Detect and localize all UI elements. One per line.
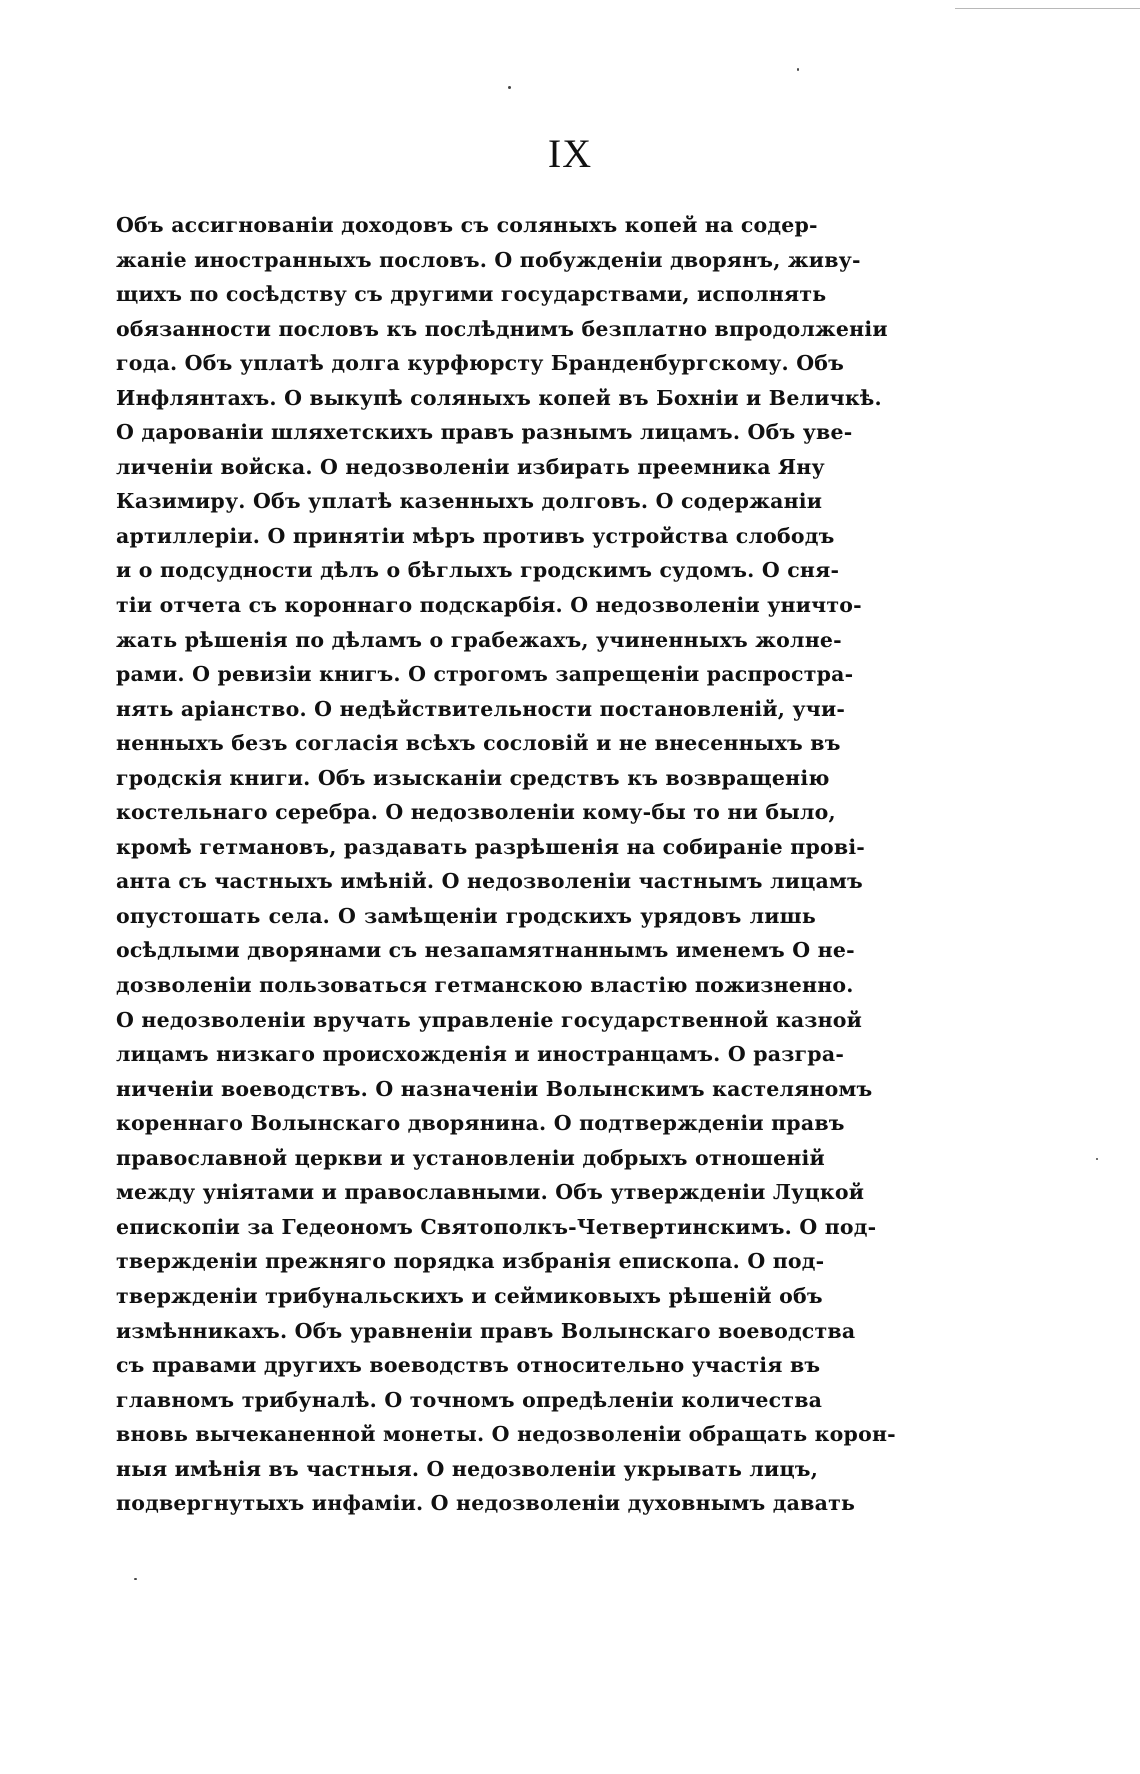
text-line: года. Объ уплатѣ долга курфюрсту Бранденбургскому. Объ: [116, 351, 845, 376]
text-line: гродскiя книги. Объ изысканiи средствъ къ возвращенiю: [116, 765, 830, 790]
text-line: измѣнникахъ. Объ уравненiи правъ Волынскаго воеводства: [116, 1318, 856, 1343]
text-line: съ правами другихъ воеводствъ относительно участiя въ: [116, 1353, 821, 1378]
text-line: осѣдлыми дворянами съ незапамятнаннымъ именемъ О не-: [116, 938, 855, 963]
text-line: щихъ по сосѣдству съ другими государствами, исполнять: [116, 282, 827, 307]
text-line: рами. О ревизiи книгъ. О строгомъ запрещенiи распростра-: [116, 662, 854, 687]
text-line: ныя имѣнiя въ частныя. О недозволенiи укрывать лицъ,: [116, 1456, 819, 1481]
text-line: О недозволенiи вручать управленiе государственной казной: [116, 1007, 863, 1032]
text-line: костельнаго серебра. О недозволенiи кому-бы то ни было,: [116, 800, 836, 825]
text-line: кореннаго Волынскаго дворянина. О подтвержденiи правъ: [116, 1111, 845, 1136]
text-line: жанiе иностранныхъ пословъ. О побужденiи дворянъ, живу-: [116, 247, 861, 272]
text-line: ниченiи воеводствъ. О назначенiи Волынскимъ кастеляномъ: [116, 1076, 873, 1101]
text-line: главномъ трибуналѣ. О точномъ опредѣленiи количества: [116, 1387, 823, 1412]
text-line: твержденiи прежняго порядка избранiя епископа. О под-: [116, 1249, 825, 1274]
scan-speck: [134, 1578, 137, 1580]
scan-speck: [1096, 1158, 1098, 1160]
text-line: обязанности пословъ къ послѣднимъ безплатно впродолженiи: [116, 316, 888, 341]
text-line: ненныхъ безъ согласiя всѣхъ сословiй и не внесенныхъ въ: [116, 731, 841, 756]
text-line: епископiи за Гедеономъ Святополкъ-Четвертинскимъ. О под-: [116, 1214, 877, 1239]
text-line: вновь вычеканенной монеты. О недозволенiи обращать корон-: [116, 1422, 896, 1447]
text-line: нять арiанство. О недѣйствительности постановленiй, учи-: [116, 696, 846, 721]
scan-speck: [797, 68, 799, 71]
page-number: IX: [547, 131, 593, 176]
text-line: О дарованiи шляхетскихъ правъ разнымъ лицамъ. Объ уве-: [116, 420, 853, 445]
scan-edge-rule: [955, 8, 1140, 9]
text-line: тiи отчета съ короннаго подскарбiя. О недозволенiи уничто-: [116, 593, 862, 618]
text-line: Объ ассигнованiи доходовъ съ соляныхъ копей на содер-: [116, 213, 818, 237]
text-line: дозволенiи пользоваться гетманскою властiю пожизненно.: [116, 973, 854, 998]
text-line: между унiятами и православными. Объ утвержденiи Луцкой: [116, 1180, 865, 1205]
text-line: Инфлянтахъ. О выкупѣ соляныхъ копей въ Бохнiи и Величкѣ.: [116, 385, 882, 410]
text-line: артиллерiи. О принятiи мѣръ противъ устройства слободъ: [116, 523, 835, 548]
text-line: лицамъ низкаго происхожденiя и иностранцамъ. О разгра-: [116, 1042, 845, 1067]
text-line: кромѣ гетмановъ, раздавать разрѣшенiя на собиранiе провi-: [116, 834, 866, 859]
text-line: опустошать села. О замѣщенiи гродскихъ урядовъ лишь: [116, 903, 816, 928]
text-line: подвергнутыхъ инфамiи. О недозволенiи духовнымъ давать: [116, 1491, 856, 1516]
text-line: Казимиру. Объ уплатѣ казенныхъ долговъ. О содержанiи: [116, 489, 823, 514]
text-line: личенiи войска. О недозволенiи избирать преемника Яну: [116, 454, 825, 479]
text-line: жать рѣшенiя по дѣламъ о грабежахъ, учиненныхъ жолне-: [116, 627, 842, 652]
text-line: православной церкви и установленiи добрыхъ отношенiй: [116, 1145, 825, 1170]
body-text: [116, 208, 896, 1521]
text-line: и о подсудности дѣлъ о бѣглыхъ гродскимъ судомъ. О сня-: [116, 558, 840, 583]
text-line: твержденiи трибунальскихъ и сеймиковыхъ рѣшенiй объ: [116, 1283, 823, 1308]
text-line: анта съ частныхъ имѣнiй. О недозволенiи частнымъ лицамъ: [116, 869, 863, 894]
scan-speck: [508, 86, 511, 89]
